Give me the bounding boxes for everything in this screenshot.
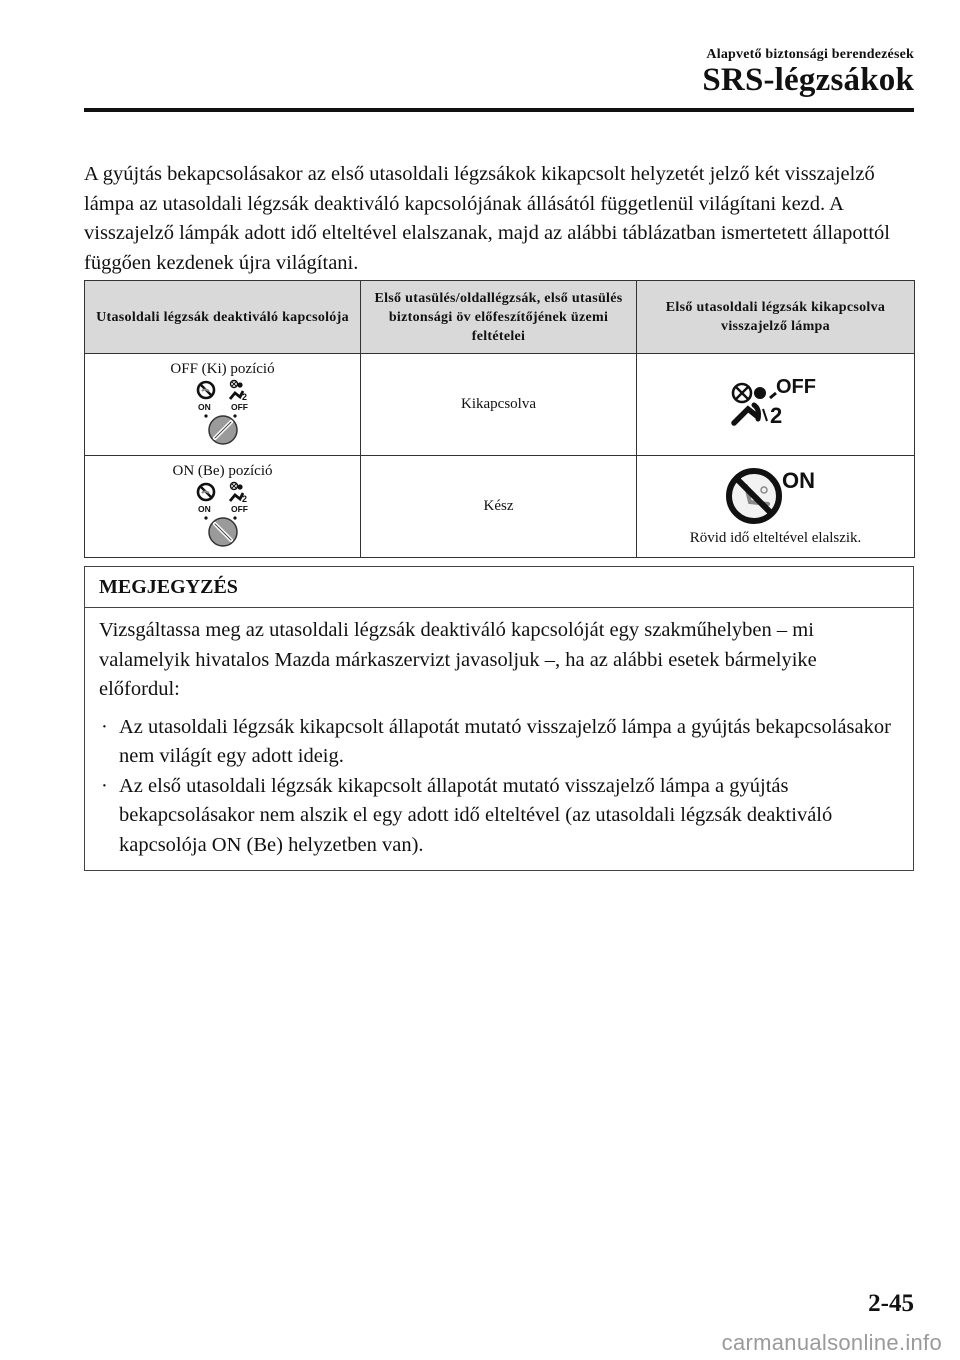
switch-position-label: ON (Be) pozíció [172,463,273,479]
note-list [99,713,899,861]
note-box [84,566,914,871]
list-item: · Az első utasoldali légzsák kikapcsolt állapotát mutató visszajelző lámpa a gyújtás bekapcsolásakor nem alszik el egy adott idő elteltével (az utasoldali légzsák deaktiváló kapcsolója ON (Be) helyzetben van). [99,772,899,861]
svg-text:OFF: OFF [230,402,248,412]
list-item: · Az utasoldali légzsák kikapcsolt állapotát mutató visszajelző lámpa a gyújtás bekapcsolásakor nem világít egy adott ideig. [99,713,899,772]
svg-text:OFF: OFF [775,376,816,398]
deactivation-switch-on-icon [178,480,268,548]
intro-paragraph: A gyújtás bekapcsolásakor az első utasoldali légzsákok kikapcsolt helyzetét jelző két visszajelző lámpa az utasoldali légzsák deaktiváló kapcsolójának állásától függetlenül világítani kezd. A visszajelző lámpák adott idő elteltével elalszanak, majd az alábbi táblázatban ismertetett állapottól függően kezdenek újra világítani. [84,163,891,274]
table-row [85,354,915,456]
table-row [85,456,915,558]
lamp-cell [637,354,915,456]
bullet-icon: · [101,715,108,738]
condition-cell: Kikapcsolva [361,354,637,456]
lamp-cell [637,456,915,558]
note-text: Vizsgáltassa meg az utasoldali légzsák deaktiváló kapcsolóját egy szakműhelyben – mi valamelyik hivatalos Mazda márkaszervizt javasoljuk –, ha az alábbi esetek bármelyike előfordul: [99,619,817,700]
lamp-caption: Rövid idő elteltével elalszik. [689,530,862,546]
header-divider [84,108,914,112]
svg-text:ON: ON [781,468,815,493]
svg-text:OFF: OFF [230,504,248,514]
header-switch: Utasoldali légzsák deaktiváló kapcsolója [85,281,361,354]
svg-text:2: 2 [769,402,782,428]
note-body [85,608,913,870]
svg-text:2: 2 [241,392,247,402]
section-title: Alapvető biztonsági berendezések [706,47,914,62]
passenger-airbag-on-lamp-icon [726,466,826,524]
page-number: 2-45 [868,1290,914,1317]
status-table [84,280,915,558]
condition-cell: Kész [361,456,637,558]
svg-text:ON: ON [197,402,211,412]
passenger-airbag-off-lamp-icon [726,377,826,433]
svg-text:2: 2 [241,494,247,504]
switch-cell [85,456,361,558]
note-title: MEGJEGYZÉS [85,567,913,608]
svg-text:ON: ON [197,504,211,514]
page-title: SRS-légzsákok [702,62,914,98]
watermark: carmanualsonline.info [721,1330,942,1355]
deactivation-switch-off-icon [178,378,268,446]
header-condition: Első utasülés/oldallégzsák, első utasülés biztonsági öv előfeszítőjének üzemi feltételei [361,281,637,354]
bullet-icon: · [101,774,108,797]
switch-position-label: OFF (Ki) pozíció [170,361,275,377]
table-header-row [85,281,915,354]
header-lamp: Első utasoldali légzsák kikapcsolva visszajelző lámpa [637,281,915,354]
switch-cell [85,354,361,456]
